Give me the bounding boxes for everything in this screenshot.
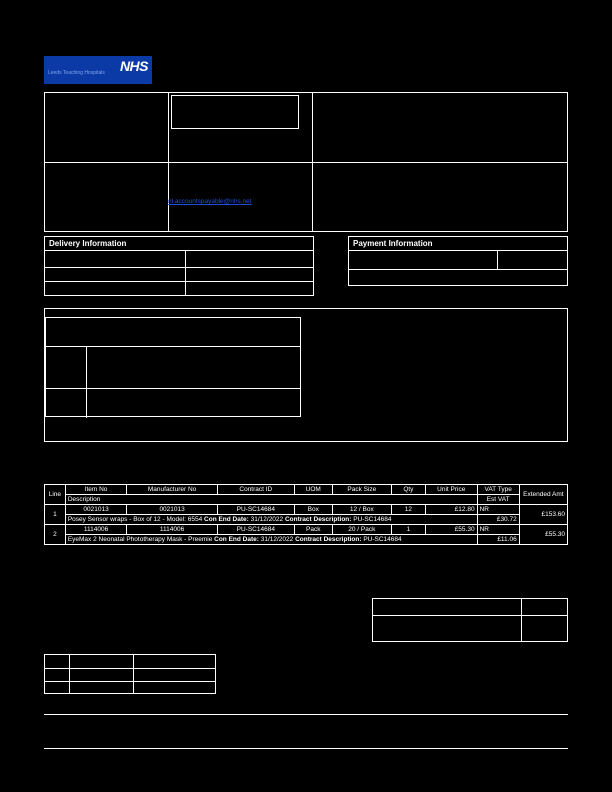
header-line: Line (45, 485, 66, 505)
cell-line: 1 (45, 505, 66, 525)
cell-qty: 1 (391, 525, 425, 535)
payment-column-divider (497, 250, 498, 269)
summary-column-divider-2 (133, 655, 134, 693)
desc-text-3: PU-SC14684 (361, 536, 402, 543)
header-vat-type: VAT Type (477, 485, 519, 495)
cell-unit-price: £55.30 (425, 525, 477, 535)
cell-est-vat: £11.06 (477, 535, 519, 545)
cell-line: 2 (45, 525, 66, 545)
footer-rule-2 (44, 748, 568, 749)
order-notes-box (44, 308, 568, 442)
supplier-name-box (171, 95, 299, 129)
cell-uom: Box (294, 505, 332, 515)
desc-text-1: Posey Sensor wraps - Box of 12 - Model: 6554 (67, 516, 205, 523)
desc-text-3: PU-SC14684 (351, 516, 392, 523)
cell-item-no: 1114006 (65, 525, 126, 535)
payment-divider-1 (349, 250, 567, 251)
payment-divider-2 (349, 269, 567, 270)
cell-description (65, 515, 477, 525)
cell-qty: 12 (391, 505, 425, 515)
cell-manufacturer-no: 1114006 (127, 525, 218, 535)
summary-divider-1 (45, 668, 215, 669)
summary-box (44, 654, 216, 694)
header-contract-id: Contract ID (217, 485, 294, 495)
summary-column-divider-1 (69, 655, 70, 693)
accounts-payable-email-link[interactable]: nl.accountspayable@nhs.net (168, 198, 252, 205)
delivery-divider-2 (45, 267, 313, 268)
table-header-row-2 (45, 495, 568, 505)
order-notes-inner-grid (45, 317, 301, 417)
totals-box (372, 598, 568, 642)
header-uom: UOM (294, 485, 332, 495)
desc-bold-1: Con End Date: (214, 536, 261, 543)
header-description: Description (65, 495, 477, 505)
cell-item-no: 0021013 (65, 505, 126, 515)
desc-bold-1: Con End Date: (204, 516, 251, 523)
delivery-information-title: Delivery Information (49, 239, 127, 248)
header-unit-price: Unit Price (425, 485, 477, 495)
delivery-column-divider (185, 250, 186, 295)
cell-unit-price: £12.80 (425, 505, 477, 515)
summary-divider-2 (45, 681, 215, 682)
cell-pack-size: 20 / Pack (332, 525, 391, 535)
desc-bold-2: Contract Description: (284, 516, 352, 523)
nhs-logo-text: NHS (119, 58, 148, 74)
delivery-divider-1 (45, 250, 313, 251)
cell-contract-id: PU-SC14684 (217, 505, 294, 515)
totals-column-divider (521, 599, 522, 641)
header-est-vat: Est VAT (477, 495, 519, 505)
header-pack-size: Pack Size (332, 485, 391, 495)
table-row (45, 525, 568, 535)
notes-divider-1 (46, 346, 300, 347)
cell-pack-size: 12 / Box (332, 505, 391, 515)
header-info-grid (44, 92, 568, 232)
cell-manufacturer-no: 0021013 (127, 505, 218, 515)
cell-extended-amt: £55.30 (519, 525, 567, 545)
totals-divider-1 (373, 615, 567, 616)
header-grid-divider (45, 162, 567, 163)
line-items-table (44, 484, 568, 545)
notes-divider-2 (46, 388, 300, 389)
desc-text-1: EyeMax 2 Neonatal Phototherapy Mask - Preemie (67, 536, 215, 543)
cell-description (65, 535, 477, 545)
header-qty: Qty (391, 485, 425, 495)
header-manufacturer-no: Manufacturer No (127, 485, 218, 495)
footer-rule-1 (44, 714, 568, 715)
payment-information-box (348, 236, 568, 286)
cell-contract-id: PU-SC14684 (217, 525, 294, 535)
delivery-divider-3 (45, 281, 313, 282)
table-header-row-1 (45, 485, 568, 495)
cell-vat-type: NR (477, 505, 519, 515)
cell-est-vat: £30.72 (477, 515, 519, 525)
cell-extended-amt: £153.60 (519, 505, 567, 525)
nhs-logo (44, 56, 152, 84)
header-item-no: Item No (65, 485, 126, 495)
table-row-description (45, 535, 568, 545)
desc-text-2: 31/12/2022 (260, 536, 296, 543)
delivery-information-box (44, 236, 314, 296)
cell-uom: Pack (294, 525, 332, 535)
cell-vat-type: NR (477, 525, 519, 535)
desc-text-2: 31/12/2022 (250, 516, 285, 523)
header-extended-amt: Extended Amt (519, 485, 567, 505)
table-row-description (45, 515, 568, 525)
payment-information-title: Payment Information (353, 239, 433, 248)
trust-name-line1: Leeds Teaching Hospitals (48, 70, 105, 76)
desc-bold-2: Contract Description: (295, 536, 362, 543)
table-row (45, 505, 568, 515)
notes-column-divider (86, 346, 87, 418)
